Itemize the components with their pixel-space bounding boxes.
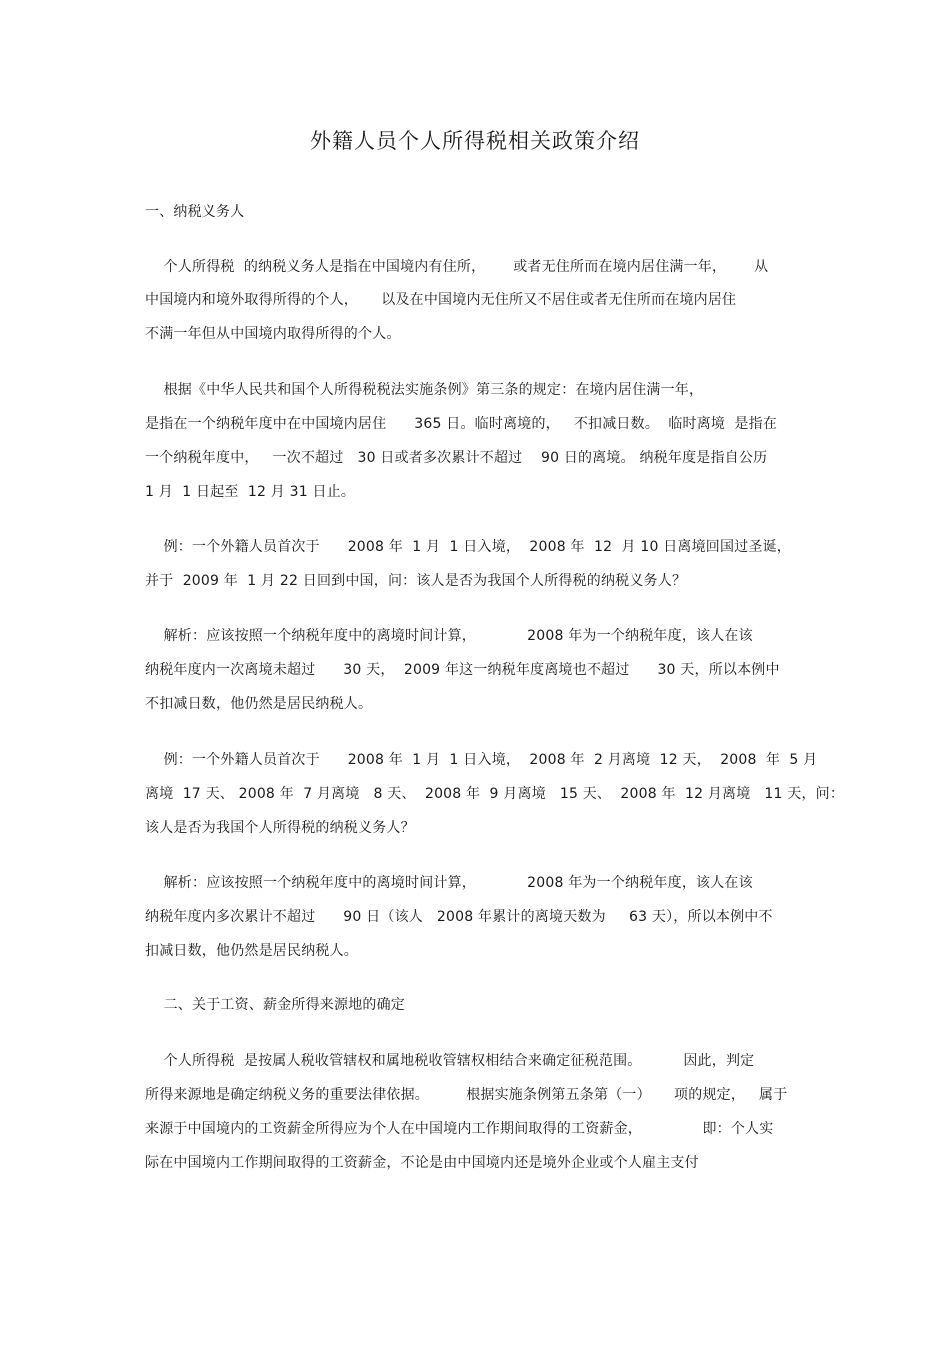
paragraph-line: 是指在一个纳税年度中在中国境内居住 365 日。临时离境的， 不扣减日数。 临时离境 是指在 bbox=[145, 416, 778, 432]
paragraph-line: 中国境内和境外取得所得的个人， 以及在中国境内无住所又不居住或者无住所而在境内居住 bbox=[145, 292, 737, 308]
paragraph-line: 并于 2009 年 1 月 22 日回到中国，问：该人是否为我国个人所得税的纳税义务人？ bbox=[145, 573, 687, 589]
paragraph-line: 1 月 1 日起至 12 月 31 日止。 bbox=[145, 484, 356, 500]
paragraph-line: 根据《中华人民共和国个人所得税税法实施条例》第三条的规定：在境内居住满一年， bbox=[145, 382, 704, 398]
paragraph-line: 例：一个外籍人员首次于 2008 年 1 月 1 日入境， 2008 年 2 月离境 12 天， 2008 年 5 月 bbox=[145, 752, 818, 768]
paragraph-line: 个人所得税 是按属人税收管辖权和属地税收管辖权相结合来确定征税范围。 因此，判定 bbox=[145, 1053, 755, 1069]
paragraph-line: 不满一年但从中国境内取得所得的个人。 bbox=[145, 326, 401, 342]
paragraph-line: 来源于中国境内的工资薪金所得应为个人在中国境内工作期间取得的工资薪金， 即：个人实 bbox=[145, 1121, 774, 1137]
document-title: 外籍人员个人所得税相关政策介绍 bbox=[310, 129, 640, 153]
paragraph-line: 个人所得税 的纳税义务人是指在中国境内有住所， 或者无住所而在境内居住满一年， 从 bbox=[145, 259, 769, 275]
paragraph-line: 扣减日数，他仍然是居民纳税人。 bbox=[145, 943, 358, 959]
paragraph-line: 际在中国境内工作期间取得的工资薪金，不论是由中国境内还是境外企业或个人雇主支付 bbox=[145, 1155, 699, 1171]
paragraph-line: 离境 17 天、 2008 年 7 月离境 8 天、 2008 年 9 月离境 15 天、 2008 年 12 月离境 11 天，问： bbox=[145, 786, 845, 802]
paragraph-line: 纳税年度内一次离境未超过 30 天， 2009 年这一纳税年度离境也不超过 30 天，所以本例中 bbox=[145, 662, 780, 678]
paragraph-line: 例：一个外籍人员首次于 2008 年 1 月 1 日入境， 2008 年 12 月 10 日离境回国过圣诞， bbox=[145, 539, 792, 555]
paragraph-line: 解析：应该按照一个纳税年度中的离境时间计算， 2008 年为一个纳税年度，该人在该 bbox=[145, 875, 753, 891]
paragraph-line: 一个纳税年度中， 一次不超过 30 日或者多次累计不超过 90 日的离境。 纳税年度是指自公历 bbox=[145, 450, 768, 466]
paragraph-line: 该人是否为我国个人所得税的纳税义务人？ bbox=[145, 820, 415, 836]
paragraph-line: 解析：应该按照一个纳税年度中的离境时间计算， 2008 年为一个纳税年度，该人在该 bbox=[145, 628, 753, 644]
paragraph-line: 纳税年度内多次累计不超过 90 日（该人 2008 年累计的离境天数为 63 天），所以本例中不 bbox=[145, 909, 773, 925]
paragraph-line: 不扣减日数，他仍然是居民纳税人。 bbox=[145, 696, 373, 712]
paragraph-line: 所得来源地是确定纳税义务的重要法律依据。 根据实施条例第五条第（一） 项的规定， 属于 bbox=[145, 1087, 788, 1103]
section-heading-2: 二、关于工资、薪金所得来源地的确定 bbox=[145, 997, 405, 1013]
section-heading-1: 一、纳税义务人 bbox=[145, 204, 245, 220]
